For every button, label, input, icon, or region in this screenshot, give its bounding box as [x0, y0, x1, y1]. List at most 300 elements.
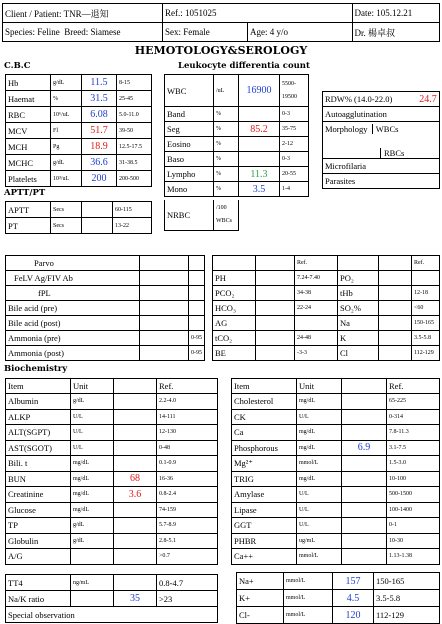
cbc-item-value: 200 [82, 171, 117, 187]
date-value: 105.12.21 [376, 8, 413, 18]
leuko-item-value [239, 107, 280, 122]
biochem-item-ref: 14-111 [157, 409, 218, 425]
biochem-item-unit: mmol/L [297, 456, 342, 472]
rdw-value: 24.7 [417, 92, 440, 107]
serology-item-ref: 0-95 [189, 346, 205, 361]
biochem-row [232, 394, 440, 410]
biochem-item-name: Cholesterol [232, 394, 297, 410]
cbc-row [6, 91, 152, 107]
blood-gas-item-ref [412, 271, 440, 286]
blood-gas-row [213, 346, 440, 361]
electrolyte-ref: 150-165 [374, 573, 440, 590]
electrolyte-name: Na+ [237, 573, 284, 590]
morphology-rbcs: RBCs [380, 148, 404, 158]
biochem-item-value: 6.9 [342, 440, 387, 456]
biochem-left-table [5, 378, 218, 565]
cbc-section-title: C.B.C [4, 61, 31, 71]
biochem-item-value: 3.6 [114, 487, 157, 503]
biochem-item-value [342, 533, 387, 549]
aptt-item-name: PT [6, 218, 51, 234]
blood-gas-item-name: PO₂ [338, 271, 379, 286]
biochem-item-ref: 7.8-11.3 [387, 425, 440, 441]
serology-item-value [139, 271, 188, 286]
leuko-item-value [239, 152, 280, 167]
biochem-header-item: Item [6, 379, 71, 394]
biochem-row [6, 549, 218, 565]
sex-value: Female [183, 27, 210, 37]
biochem-row [232, 487, 440, 503]
wbc-name: WBC [165, 75, 214, 107]
leuko-item-unit: % [214, 182, 239, 197]
blood-gas-item-ref: 24-48 [295, 331, 338, 346]
leuko-row [165, 167, 309, 182]
tt4-table [5, 574, 218, 607]
aptt-item-unit: Secs [51, 202, 82, 218]
biochem-row [6, 471, 218, 487]
report-title: HEMOTOLOGY&SEROLOGY [134, 44, 308, 57]
blood-gas-item-value [379, 271, 412, 286]
cbc-item-name: Hb [6, 75, 51, 91]
biochem-item-ref: 65-225 [387, 394, 440, 410]
serology-item-name: Ammonia (post) [6, 346, 140, 361]
blood-gas-item-value [256, 331, 295, 346]
biochem-header-ref: Ref. [387, 379, 440, 394]
wbc-unit: /uL [214, 75, 239, 107]
nrbc-unit [214, 200, 239, 230]
blood-gas-item-value [256, 346, 295, 361]
blood-gas-item-value [379, 346, 412, 361]
electrolyte-row [237, 573, 440, 590]
biochem-header-item: Item [232, 379, 297, 394]
tt4-row [6, 575, 218, 591]
leuko-item-unit: % [214, 152, 239, 167]
biochem-item-ref: 10-100 [387, 471, 440, 487]
wbc-ref [280, 75, 309, 107]
biochem-item-ref: 3.1-7.5 [387, 440, 440, 456]
biochem-item-name: ALKP [6, 409, 71, 425]
biochem-item-value [114, 533, 157, 549]
biochem-section-title: Biochemistry [4, 364, 68, 374]
aptt-item-unit: Secs [51, 218, 82, 234]
biochem-item-name: BUN [6, 471, 71, 487]
cbc-item-name: RBC [6, 107, 51, 123]
biochem-item-value [342, 549, 387, 565]
blood-gas-item-ref [295, 316, 338, 331]
biochem-header-row [6, 379, 218, 394]
biochem-item-unit: mg/dL [71, 471, 114, 487]
electrolyte-name: Cl- [237, 607, 284, 624]
leuko-item-name: Band [165, 107, 214, 122]
blood-gas-row [213, 286, 440, 301]
rdw-table [322, 91, 440, 189]
leuko-section-title: Leukocyte differentia count [178, 61, 310, 71]
wbc-ref-line2: 19500 [282, 94, 297, 100]
leuko-row [165, 107, 309, 122]
cbc-item-ref: 39-50 [117, 123, 152, 139]
biochem-item-name: Mg²⁺ [232, 456, 297, 472]
cbc-row [6, 139, 152, 155]
blood-gas-header-row [213, 256, 440, 271]
biochem-item-value [342, 425, 387, 441]
biochem-item-value [342, 456, 387, 472]
ref-value: 1051025 [185, 8, 217, 18]
biochem-item-unit: g/dL [71, 518, 114, 534]
biochem-item-unit: U/L [297, 487, 342, 503]
biochem-item-value [342, 471, 387, 487]
ref-cell [163, 4, 353, 23]
serology-item-value [139, 346, 188, 361]
aptt-item-name: APTT [6, 202, 51, 218]
blood-gas-item-value [256, 316, 295, 331]
serology-item-name: Bile acid (post) [6, 316, 140, 331]
biochem-item-name: Creatinine [6, 487, 71, 503]
serology-item-ref [189, 271, 205, 286]
leuko-item-unit: % [214, 137, 239, 152]
cbc-item-ref: 5.0-11.0 [117, 107, 152, 123]
cbc-item-name: Haemat [6, 91, 51, 107]
aptt-item-ref: 13-22 [113, 218, 152, 234]
age-cell [248, 23, 353, 42]
age-label: Age: [250, 27, 268, 37]
wbc-ref-line1: 5500- [282, 81, 296, 87]
blood-gas-item-value [256, 271, 295, 286]
serology-item-value [139, 286, 188, 301]
age-value: 4 y/o [269, 27, 289, 37]
leuko-table [164, 74, 309, 197]
biochem-item-value [114, 425, 157, 441]
client-cell [3, 4, 163, 23]
biochem-item-name: Phosphorous [232, 440, 297, 456]
cbc-item-value: 36.6 [82, 155, 117, 171]
biochem-item-value [342, 409, 387, 425]
leuko-item-ref: 20-55 [280, 167, 309, 182]
serology-row [6, 346, 205, 361]
leuko-item-value: 3.5 [239, 182, 280, 197]
blood-gas-row [213, 316, 440, 331]
blood-gas-item-ref: 3.5-5.8 [412, 331, 440, 346]
serology-row [6, 271, 205, 286]
electrolyte-unit: mmol/L [284, 607, 333, 624]
biochem-item-unit: U/L [71, 425, 114, 441]
blood-gas-item-value [379, 301, 412, 316]
biochem-item-ref: 0.8-2.4 [157, 487, 218, 503]
biochem-item-unit: U/L [71, 440, 114, 456]
biochem-item-ref: 16-36 [157, 471, 218, 487]
biochem-item-name: TP [6, 518, 71, 534]
species-breed-cell [3, 23, 163, 42]
parasites-label: Parasites [323, 174, 440, 189]
biochem-item-value [342, 394, 387, 410]
biochem-item-unit: mg/dL [71, 502, 114, 518]
biochem-item-ref: 1.5-3.0 [387, 456, 440, 472]
biochem-row [232, 456, 440, 472]
serology-row [6, 286, 205, 301]
biochem-item-name: TRIG [232, 471, 297, 487]
patient-header [2, 3, 440, 42]
biochem-row [232, 425, 440, 441]
tt4-item-ref: 0.8-4.7 [157, 575, 218, 591]
leuko-item-unit: % [214, 107, 239, 122]
serology-item-ref [189, 316, 205, 331]
serology-item-name: FeLV Ag/FIV Ab [6, 271, 140, 286]
leuko-item-unit: % [214, 122, 239, 137]
cbc-row [6, 107, 152, 123]
blood-gas-ref-header: Ref. [412, 256, 440, 271]
nrbc-unit-line1: /100 [216, 205, 227, 212]
biochem-item-value [114, 409, 157, 425]
aptt-table [5, 201, 152, 234]
biochem-row [6, 394, 218, 410]
leuko-row [165, 137, 309, 152]
biochem-item-value [342, 502, 387, 518]
blood-gas-item-name: tHb [338, 286, 379, 301]
microfilaria-label: Microfilaria [323, 159, 440, 174]
serology-item-name: Bile acid (pre) [6, 301, 140, 316]
biochem-item-unit: U/L [297, 409, 342, 425]
blood-gas-item-name: K [338, 331, 379, 346]
biochem-item-value [114, 394, 157, 410]
biochem-item-value [114, 518, 157, 534]
blood-gas-header-blank [256, 256, 295, 271]
biochem-item-ref: 0.1-0.9 [157, 456, 218, 472]
morphology-text: Morphology [325, 124, 368, 135]
biochem-item-unit: mg/dL [297, 394, 342, 410]
autoagglutination-label: Autoagglutination [323, 107, 440, 122]
serology-item-value [139, 331, 188, 346]
blood-gas-item-name: SO₂% [338, 301, 379, 316]
blood-gas-item-value [256, 301, 295, 316]
cbc-item-value: 6.08 [82, 107, 117, 123]
electrolyte-unit: mmol/L [284, 573, 333, 590]
biochem-row [232, 549, 440, 565]
blood-gas-table [212, 255, 440, 361]
biochem-item-value [342, 487, 387, 503]
biochem-row [232, 409, 440, 425]
leuko-item-value [239, 137, 280, 152]
biochem-item-unit: ug/mL [297, 533, 342, 549]
biochem-item-value [114, 549, 157, 565]
biochem-row [232, 502, 440, 518]
serology-row [6, 331, 205, 346]
tt4-item-unit: ng/mL [71, 575, 114, 591]
biochem-item-ref: 74-159 [157, 502, 218, 518]
blood-gas-item-name: PH [213, 271, 256, 286]
leuko-row [165, 122, 309, 137]
biochem-item-unit: U/L [297, 502, 342, 518]
serology-item-ref [189, 256, 205, 271]
biochem-item-value: 68 [114, 471, 157, 487]
biochem-item-ref: 12-130 [157, 425, 218, 441]
cbc-table [5, 74, 152, 187]
biochem-header-value [342, 379, 387, 394]
ref-label: Ref.: [165, 8, 183, 18]
blood-gas-item-name: AG [213, 316, 256, 331]
biochem-item-name: Bili. t [6, 456, 71, 472]
doctor-cell [352, 23, 439, 42]
cbc-item-unit: g/dL [51, 75, 82, 91]
biochem-header-value [114, 379, 157, 394]
cbc-item-ref: 25-45 [117, 91, 152, 107]
biochem-header-ref: Ref. [157, 379, 218, 394]
electrolyte-ref: 112-129 [374, 607, 440, 624]
biochem-item-ref: 100-1400 [387, 502, 440, 518]
breed-value: Siamese [90, 27, 121, 37]
biochem-item-unit: mg/dL [71, 456, 114, 472]
blood-gas-row [213, 271, 440, 286]
blood-gas-item-value [379, 331, 412, 346]
electrolyte-ref: 3.5-5.8 [374, 590, 440, 607]
biochem-item-unit: U/L [297, 518, 342, 534]
nrbc-table [164, 200, 309, 231]
blood-gas-item-value [256, 286, 295, 301]
biochem-item-name: Ca++ [232, 549, 297, 565]
leuko-item-value: 85.2 [239, 122, 280, 137]
blood-gas-header-blank [379, 256, 412, 271]
aptt-item-value [82, 218, 113, 234]
biochem-row [6, 409, 218, 425]
electrolyte-unit: mmol/L [284, 590, 333, 607]
biochem-item-value [114, 440, 157, 456]
date-label: Date: [354, 8, 375, 18]
cbc-row [6, 75, 152, 91]
tt4-item-value [114, 575, 157, 591]
species-value: Feline [37, 27, 60, 37]
blood-gas-header-blank [338, 256, 379, 271]
breed-label: Breed: [64, 27, 89, 37]
blood-gas-row [213, 331, 440, 346]
leuko-item-name: Eosino [165, 137, 214, 152]
blood-gas-item-name: PCO₂ [213, 286, 256, 301]
rdw-label: RDW% (14.0-22.0) [323, 92, 418, 107]
sex-cell [163, 23, 248, 42]
biochem-item-name: ALT(SGPT) [6, 425, 71, 441]
biochem-row [232, 518, 440, 534]
biochem-item-name: Globulin [6, 533, 71, 549]
aptt-item-ref: 60-115 [113, 202, 152, 218]
electrolytes-table [236, 572, 440, 624]
blood-gas-row [213, 301, 440, 316]
biochem-item-value [114, 456, 157, 472]
cbc-item-value: 31.5 [82, 91, 117, 107]
biochem-item-value [114, 502, 157, 518]
nrbc-name: NRBC [165, 200, 214, 230]
biochem-item-name: A/G [6, 549, 71, 565]
biochem-item-ref: 500-1500 [387, 487, 440, 503]
client-value: TNR—退知 [63, 8, 109, 19]
cbc-item-name: MCH [6, 139, 51, 155]
biochem-item-ref: 1.13-1.38 [387, 549, 440, 565]
blood-gas-header-blank [213, 256, 256, 271]
electrolyte-name: K+ [237, 590, 284, 607]
serology-item-name: Ammonia (pre) [6, 331, 140, 346]
biochem-item-name: GGT [232, 518, 297, 534]
blood-gas-item-ref: 22-24 [295, 301, 338, 316]
biochem-item-ref: 0-314 [387, 409, 440, 425]
cbc-item-value: 18.9 [82, 139, 117, 155]
biochem-item-name: Amylase [232, 487, 297, 503]
cbc-item-value: 11.5 [82, 75, 117, 91]
date-cell [352, 4, 439, 23]
biochem-item-ref: 0-48 [157, 440, 218, 456]
aptt-row [6, 202, 152, 218]
serology-item-ref [189, 286, 205, 301]
cbc-item-ref: 8-15 [117, 75, 152, 91]
biochem-item-ref: 10-30 [387, 533, 440, 549]
biochem-item-unit: g/dL [71, 533, 114, 549]
cbc-item-ref: 200-500 [117, 171, 152, 187]
biochem-item-name: Ca [232, 425, 297, 441]
blood-gas-item-name: tCO₂ [213, 331, 256, 346]
biochem-item-unit: mg/dL [71, 487, 114, 503]
biochem-item-value [342, 518, 387, 534]
blood-gas-item-ref: <60 [412, 301, 440, 316]
leuko-item-value: 11.3 [239, 167, 280, 182]
cbc-row [6, 123, 152, 139]
cbc-row [6, 155, 152, 171]
cbc-item-ref: 31-38.5 [117, 155, 152, 171]
biochem-item-ref: >0.7 [157, 549, 218, 565]
leuko-row [165, 182, 309, 197]
leuko-item-ref: 1-4 [280, 182, 309, 197]
leuko-row [165, 152, 309, 167]
biochem-header-unit: Unit [297, 379, 342, 394]
biochem-item-unit: mg/dL [297, 440, 342, 456]
biochem-item-unit: U/L [71, 409, 114, 425]
biochem-item-unit: mmol/L [297, 549, 342, 565]
serology-item-value [139, 256, 188, 271]
blood-gas-item-ref: -3-3 [295, 346, 338, 361]
biochem-item-unit: g/dL [71, 394, 114, 410]
doctor-label: Dr. [354, 27, 366, 38]
biochem-item-unit: mg/dL [297, 471, 342, 487]
biochem-item-ref: 2.8-5.1 [157, 533, 218, 549]
tt4-item-name: Na/K ratio [6, 591, 71, 607]
biochem-row [232, 471, 440, 487]
leuko-item-name: Baso [165, 152, 214, 167]
special-observation-label: Special observation [6, 607, 218, 623]
morphology-label [323, 122, 418, 137]
cbc-item-unit: 10³/uL [51, 171, 82, 187]
tt4-item-unit [71, 591, 114, 607]
biochem-row [232, 533, 440, 549]
leuko-item-name: Seg [165, 122, 214, 137]
biochem-row [6, 502, 218, 518]
serology-row [6, 301, 205, 316]
biochem-item-ref: 0-1 [387, 518, 440, 534]
special-observation-table [5, 606, 218, 623]
doctor-value: 楊卓叔 [368, 27, 396, 38]
electrolyte-value: 120 [333, 607, 374, 624]
blood-gas-item-value [379, 316, 412, 331]
blood-gas-item-name: BE [213, 346, 256, 361]
biochem-row [6, 456, 218, 472]
biochem-row [6, 487, 218, 503]
serology-item-value [139, 316, 188, 331]
wbc-value: 16900 [239, 75, 280, 107]
morphology-rbcs-row [323, 137, 418, 159]
serology-row [6, 256, 205, 271]
electrolyte-value: 4.5 [333, 590, 374, 607]
blood-gas-ref-header: Ref. [295, 256, 338, 271]
cbc-item-unit: 10⁶/uL [51, 107, 82, 123]
biochem-row [232, 440, 440, 456]
client-label: Client / Patient: [5, 8, 62, 19]
blood-gas-item-ref: 7.24-7.40 [295, 271, 338, 286]
aptt-row [6, 218, 152, 234]
blood-gas-item-value [379, 286, 412, 301]
leuko-item-name: Lympho [165, 167, 214, 182]
biochem-header-unit: Unit [71, 379, 114, 394]
